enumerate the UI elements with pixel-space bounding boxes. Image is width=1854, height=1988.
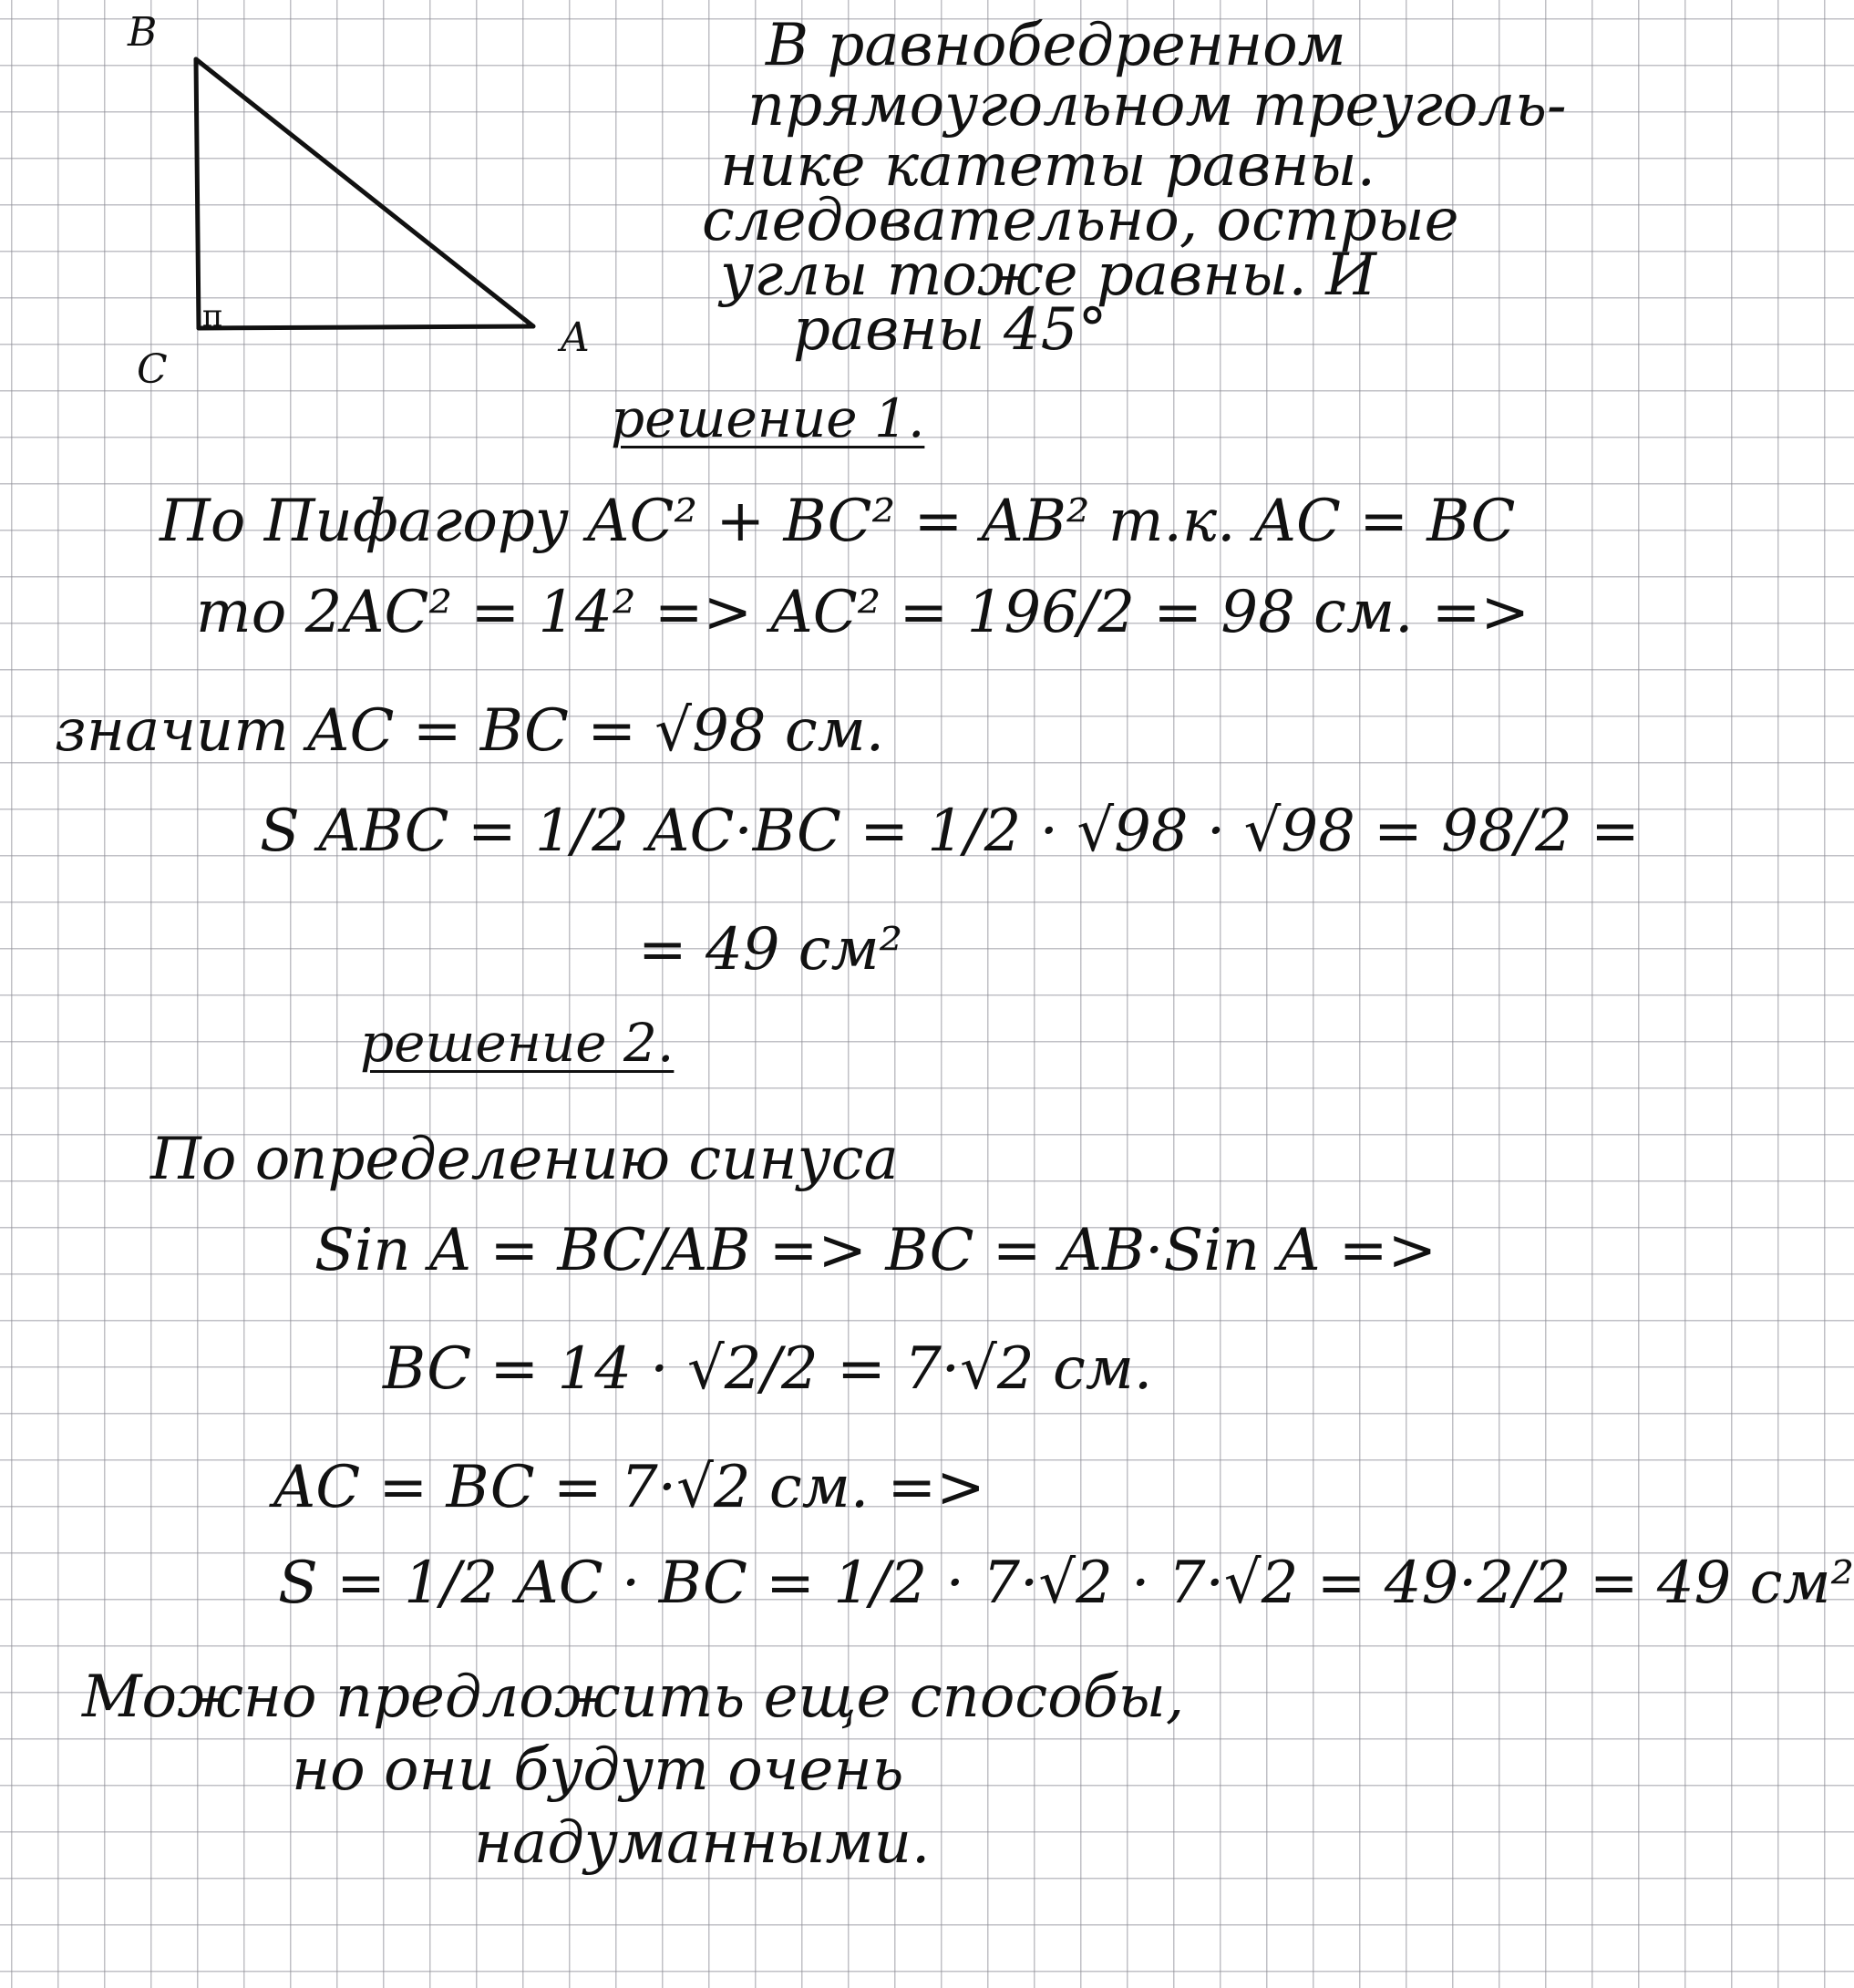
- closing-line-3: надуманными.: [474, 1809, 931, 1877]
- intro-line-2: прямоугольном треуголь-: [747, 72, 1567, 139]
- right-angle-mark: п: [202, 298, 223, 335]
- solution-1-line-1: По Пифагору AC² + BC² = AB² т.к. AC = BC: [160, 488, 1516, 555]
- solution-1-line-4: S ABC = 1/2 AC·BC = 1/2 · √98 · √98 = 98/2 =: [260, 798, 1640, 865]
- solution-2-line-4: AC = BC = 7·√2 см. =>: [273, 1454, 985, 1521]
- leg-ca: [199, 326, 533, 328]
- hypotenuse-ab: [196, 59, 533, 326]
- solution-2-heading: решение 2.: [360, 1012, 675, 1074]
- intro-line-6: равны 45°: [793, 296, 1107, 364]
- triangle-diagram: [128, 9, 620, 401]
- vertex-c-label: C: [137, 346, 168, 393]
- intro-line-5: углы тоже равны. И: [720, 242, 1377, 309]
- intro-line-1: В равнобедренном: [766, 12, 1346, 79]
- solution-2-line-5: S = 1/2 AC · BC = 1/2 · 7·√2 · 7·√2 = 49·2/2 = 49 см²: [278, 1550, 1854, 1617]
- vertex-b-label: B: [128, 9, 158, 56]
- solution-1-line-5: = 49 см²: [638, 916, 903, 984]
- closing-line-1: Можно предложить еще способы,: [82, 1664, 1185, 1731]
- vertex-a-label: A: [561, 314, 590, 361]
- solution-2-line-3: BC = 14 · √2/2 = 7·√2 см.: [383, 1335, 1153, 1403]
- solution-1-line-3: значит AC = BC = √98 см.: [55, 697, 885, 765]
- closing-line-2: но они будут очень: [292, 1736, 904, 1804]
- solution-1-heading: решение 1.: [611, 387, 925, 449]
- solution-2-line-2: Sin A = BC/AB => BC = AB·Sin A =>: [314, 1217, 1437, 1284]
- solution-1-line-2: то 2AC² = 14² => AC² = 196/2 = 98 см. =>: [196, 579, 1530, 646]
- leg-bc: [196, 59, 199, 328]
- intro-line-3: нике катеты равны.: [720, 132, 1375, 200]
- solution-2-line-1: По определению синуса: [150, 1126, 899, 1193]
- intro-line-4: следовательно, острые: [702, 187, 1459, 254]
